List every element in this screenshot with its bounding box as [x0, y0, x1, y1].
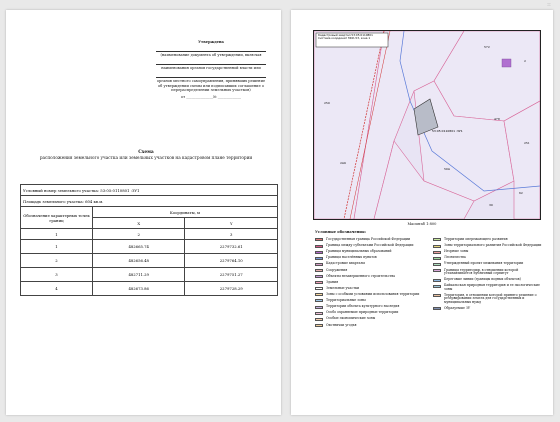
legend-label: Кадастровые кварталы [326, 261, 365, 266]
legend-column-right [433, 238, 545, 313]
legend-item [315, 275, 427, 279]
legend-column-left [315, 238, 427, 330]
legend-label: Границы территории, в отношении которой устанавливается публичный сервитут [444, 267, 519, 276]
legend-swatch [315, 269, 323, 272]
legend-swatch [433, 257, 441, 260]
legend-item [433, 307, 545, 311]
map-scale: Масштаб 1:800 [407, 222, 437, 226]
legend-swatch [315, 275, 323, 278]
point-y: 2279751.27 [185, 268, 278, 282]
legend-label: Зоны территориального развития Российской Федерации [444, 243, 542, 248]
map-number-label: 572 [484, 45, 490, 49]
map-number-label: 30 [489, 203, 493, 207]
document-page-2 [291, 10, 553, 415]
approval-date: от _______________№ _____________ [180, 94, 242, 99]
point-x: 482656.48 [92, 254, 185, 268]
point-y: 2279732.61 [185, 240, 278, 254]
point-number: 4 [21, 282, 93, 296]
legend-swatch [315, 238, 323, 241]
col-coords-header: Координаты, м [92, 207, 277, 218]
scheme-subtitle: расположения земельного участка или земельных участков на кадастровом плане территории [39, 155, 253, 161]
legend-item [315, 299, 427, 303]
legend-swatch [433, 279, 441, 282]
legend-label: Зоны с особыми условиями использования территории [326, 291, 420, 296]
map-number-label: 504 [444, 167, 450, 171]
coordinates-table [20, 184, 278, 296]
index-cell: 1 [21, 229, 93, 240]
legend-swatch [315, 312, 323, 315]
legend-label: Территория, в отношении которой принято решение о резервировании земель для государственных и муниципальных нужд [444, 292, 537, 304]
point-y: 2279764.10 [185, 254, 278, 268]
legend-item [315, 293, 427, 297]
map-info-box [318, 34, 373, 41]
map-number-label: 478 [494, 117, 500, 121]
cadastral-map-drawing [314, 31, 540, 219]
legend-swatch [315, 299, 323, 302]
parcel-area: Площадь земельного участка: 604 кв.м. [21, 196, 278, 207]
approval-line [156, 46, 266, 52]
legend-item [433, 238, 545, 242]
legend-label: Береговые линии (границы водных объектов) [444, 277, 521, 282]
legend-swatch [433, 263, 441, 266]
table-row [21, 229, 278, 240]
settings-corner-icon: ⌗ [547, 1, 551, 9]
map-number-label: 62 [519, 191, 523, 195]
map-info-line: Система координат МСК-53, зона 1 [318, 36, 371, 41]
legend-item [315, 250, 427, 254]
legend-label: Территории объекта культурного наследия [326, 304, 400, 309]
point-x: 482711.29 [92, 268, 185, 282]
parcel-label: 53:05:0110801 :ЗУ1 [432, 129, 463, 133]
approval-caption-3: органов местного самоуправления, принявших решение об утверждении схемы или подписавших соглашение о перераспределении земельных участков) [156, 79, 266, 92]
map-info-line: Кадастровый квартал 53:05:0110801 [318, 33, 373, 37]
legend-item [315, 238, 427, 242]
legend-item [433, 250, 545, 254]
legend-item [315, 256, 427, 260]
legend-swatch [315, 257, 323, 260]
legend-swatch [315, 251, 323, 254]
map-number-label: 251 [524, 141, 530, 145]
index-cell: 3 [185, 229, 278, 240]
point-x: 482665.74 [92, 240, 185, 254]
legend-swatch [315, 245, 323, 248]
legend-label: Особые экономические зоны [326, 316, 376, 321]
legend-swatch [433, 245, 441, 248]
legend-swatch [315, 324, 323, 327]
legend-label: Объекты незавершенного строительства [326, 273, 396, 278]
legend-swatch [315, 287, 323, 290]
legend-item [433, 256, 545, 260]
cadastral-map [313, 30, 541, 220]
legend-item [315, 305, 427, 309]
legend-swatch [315, 306, 323, 309]
legend-swatch [315, 318, 323, 321]
scheme-title: Схема [138, 150, 154, 155]
legend-label: Лесничества [444, 255, 466, 260]
conditional-number: Условный номер земельного участка: 53:05:0110801 :ЗУ1 [21, 185, 278, 196]
legend-label: Утвержденный проект межевания территории [444, 261, 524, 266]
point-x: 482673.86 [92, 282, 185, 296]
legend-label: Границы муниципальных образований [326, 249, 392, 254]
point-y: 2279728.29 [185, 282, 278, 296]
legend-label: Образуемые ЗУ [444, 306, 471, 311]
legend-swatch [433, 238, 441, 241]
legend-item [315, 287, 427, 291]
point-number: 2 [21, 254, 93, 268]
map-number-label: 250 [324, 101, 330, 105]
approval-line [156, 59, 266, 65]
legend-item [433, 269, 545, 276]
table-row [21, 254, 278, 268]
legend-item [315, 324, 427, 328]
point-number: 3 [21, 268, 93, 282]
approval-caption-1: (наименование документа об утверждении, включая [160, 53, 262, 58]
scheme-title-block [26, 150, 266, 161]
legend-swatch [433, 294, 441, 297]
legend-swatch [315, 281, 323, 284]
document-page-1 [6, 10, 281, 415]
legend-label: Особо охраняемые природные территории [326, 310, 399, 315]
table-row [21, 196, 278, 207]
legend-label: Граница между субъектами Российской Федерации [326, 243, 414, 248]
legend-item [315, 281, 427, 285]
legend-item [433, 262, 545, 266]
legend-label: Границы населённых пунктов [326, 255, 377, 260]
legend-item [315, 262, 427, 266]
legend-label: Охотничьи угодья [326, 322, 357, 327]
legend-title: Условные обозначения: [315, 230, 366, 234]
legend-item [315, 269, 427, 273]
table-row [21, 240, 278, 254]
legend-swatch [433, 269, 441, 272]
legend-item [315, 244, 427, 248]
approval-heading: Утверждена [198, 40, 224, 44]
col-x-header: X [92, 218, 185, 229]
table-row [21, 282, 278, 296]
col-y-header: Y [185, 218, 278, 229]
legend-item [433, 284, 545, 291]
legend-label: Государственная граница Российской Федерации [326, 237, 411, 241]
legend-item [433, 294, 545, 305]
approval-caption-2: наименования органов государственной власти или [161, 66, 261, 71]
legend-item [433, 244, 545, 248]
legend-label: Земельные участки [326, 285, 360, 290]
approval-line [156, 72, 266, 78]
legend-label: Байкальская природная территория и ее экологические зоны [444, 283, 540, 291]
legend-item [433, 278, 545, 282]
legend-swatch [433, 285, 441, 288]
approval-block [156, 40, 266, 99]
map-number-label: 249 [340, 161, 346, 165]
legend-swatch [315, 293, 323, 296]
legend-label: Территории опережающего развития [444, 237, 508, 241]
col-point-header: Обозначение характерных точек границ [21, 207, 93, 229]
map-number-label: 2 [524, 59, 526, 63]
legend-item [315, 311, 427, 315]
table-row [21, 207, 278, 218]
index-cell: 2 [92, 229, 185, 240]
point-number: 1 [21, 240, 93, 254]
legend-swatch [433, 251, 441, 254]
legend-label: Территориальные зоны [326, 298, 366, 303]
legend-swatch [433, 307, 441, 310]
table-row [21, 268, 278, 282]
legend-label: Здания [326, 279, 339, 284]
legend-swatch [315, 263, 323, 266]
legend-label: Сооружения [326, 267, 348, 272]
table-row [21, 185, 278, 196]
legend-label: Игорные зоны [444, 249, 469, 254]
legend-item [315, 317, 427, 321]
